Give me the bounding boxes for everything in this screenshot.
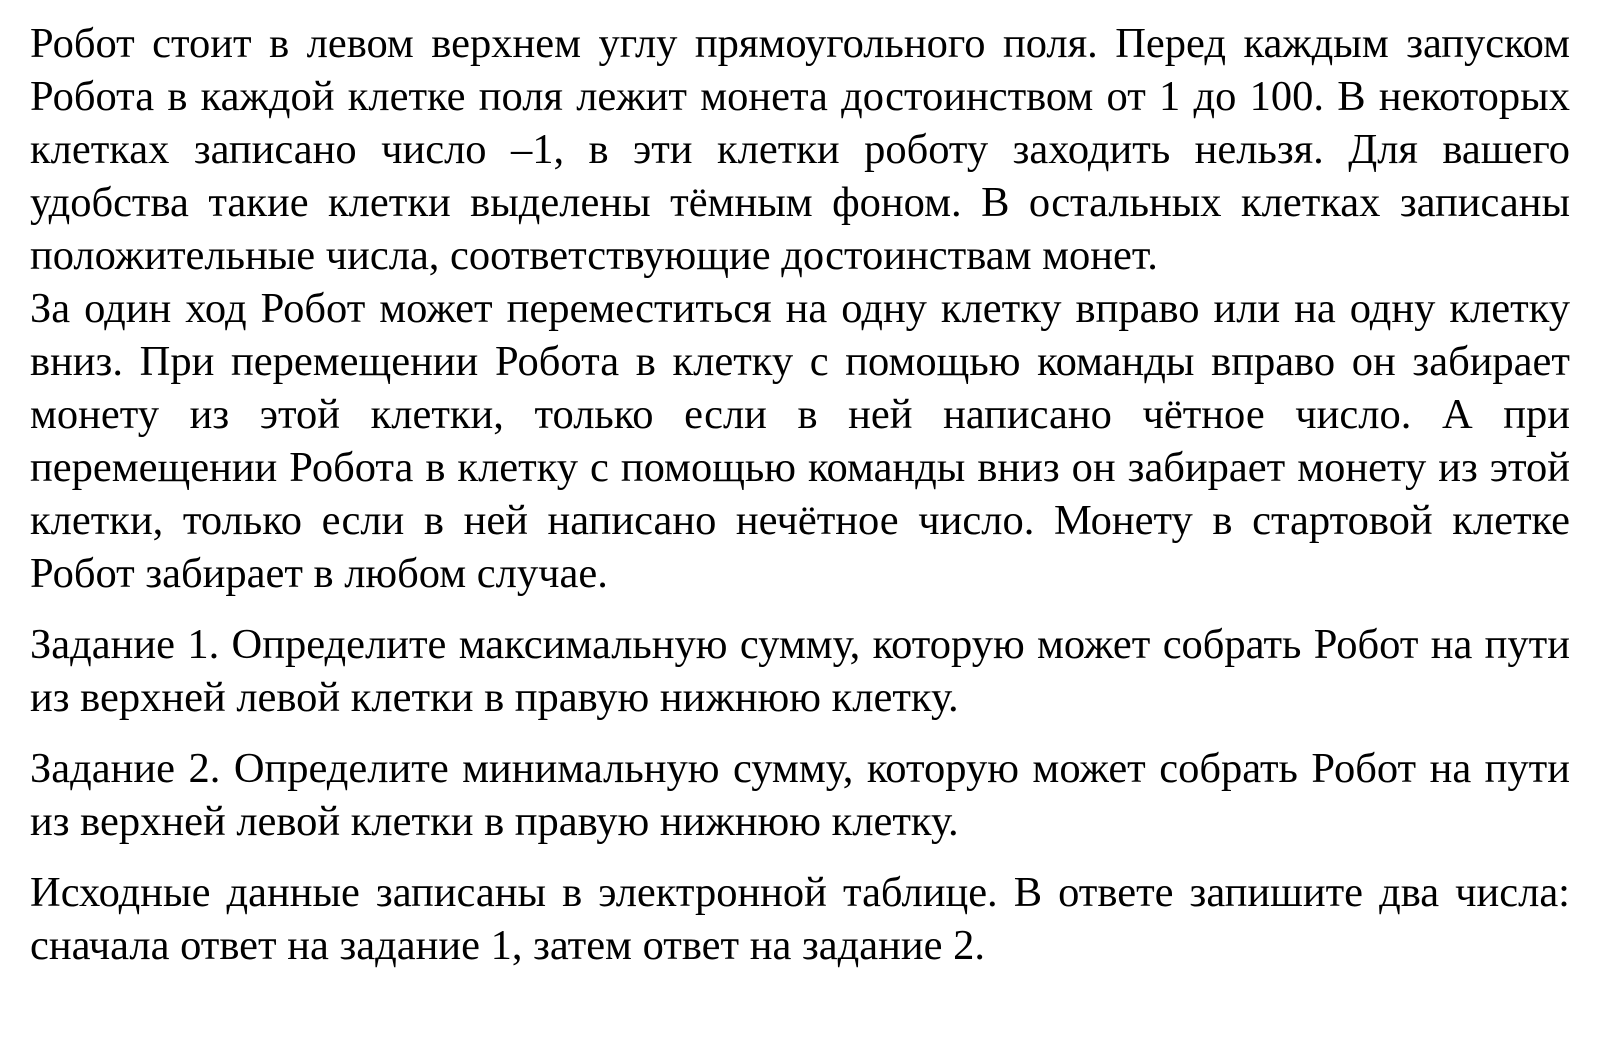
paragraph-task-1: Задание 1. Определите максимальную сумму, которую может собрать Робот на пути из верхней левой клетки в правую нижнюю клетку. <box>30 621 1570 721</box>
paragraph-task-2: Задание 2. Определите минимальную сумму, которую может собрать Робот на пути из верхней левой клетки в правую нижнюю клетку. <box>30 745 1570 845</box>
paragraph-answer-instructions: Исходные данные записаны в электронной таблице. В ответе запишите два числа: сначала ответ на задание 1, затем ответ на задание 2. <box>30 869 1570 969</box>
paragraph-robot-field: Робот стоит в левом верхнем углу прямоугольного поля. Перед каждым запуском Робота в каждой клетке поля лежит монета достоинством от 1 до 100. В некоторых клетках записано число –1, в эти клетки роботу заходить нельзя. Для вашего удобства такие клетки выделены тёмным фоном. В остальных клетках записаны положительные числа, соответствующие достоинствам монет. <box>30 20 1570 279</box>
paragraph-robot-moves: За один ход Робот может переместиться на одну клетку вправо или на одну клетку вниз. При перемещении Робота в клетку с помощью команды вправо он забирает монету из этой клетки, только если в ней написано чётное число. А при перемещении Робота в клетку с помощью команды вниз он забирает монету из этой клетки, только если в ней написано нечётное число. Монету в стартовой клетке Робот забирает в любом случае. <box>30 285 1570 597</box>
